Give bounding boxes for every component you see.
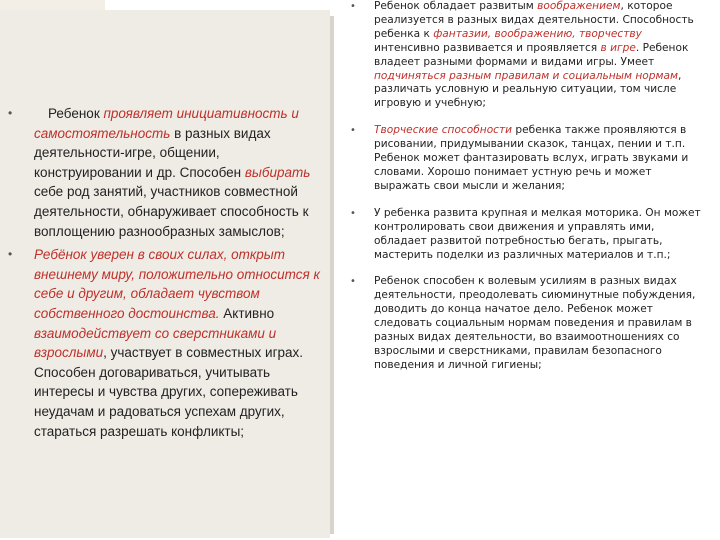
bullet-icon: • (350, 1, 356, 12)
bullet-icon: • (8, 247, 13, 262)
right-list-item (346, 275, 704, 372)
right-item-2-highlight-1: Творческие способности (374, 124, 513, 137)
right-item-1-text-5: , различать условную и реальную ситуации, том числе игровую и учебную; (374, 69, 682, 110)
right-item-1-text-3: интенсивно развивается и проявляется (374, 41, 601, 54)
right-item-1-text-4: . Ребенок владеет разными формами и видами игры. Умеет (374, 41, 689, 68)
right-item-1-text-2: , которое реализуется в разных видах деятельности. Способность ребенка к (374, 0, 694, 40)
bullet-icon: • (8, 106, 13, 120)
right-list-item (346, 207, 704, 263)
bullet-icon: • (350, 207, 356, 219)
right-item-3-text-1: У ребенка развита крупная и мелкая моторика. Он может контролировать свои движения и управлять ими, обладает развитой потребностью бегать, прыгать, мастерить поделки из различных материалов и т.п.; (374, 206, 701, 261)
left-item-2-highlight-2: взаимодействует со сверстниками и взрослыми (34, 325, 277, 361)
right-item-1-highlight-2: фантазии, воображению, творчеству (433, 27, 642, 40)
right-list-item (346, 124, 704, 194)
right-item-1-text-1: Ребенок обладает развитым (374, 0, 538, 12)
left-item-1-text-2: себе род занятий, участников совместной деятельности, обнаруживает способность к воплощению разнообразных замыслов; (34, 184, 309, 239)
right-item-4-text-1: Ребенок способен к волевым усилиям в разных видах деятельности, преодолевать сиюминутные побуждения, доводить до конца начатое дело. Ребенок может следовать социальным нормам поведения и правилам в разных видах деятельности, во взаимоотношениях со взрослыми и сверстниками, правилам безопасного поведения и личной гигиены; (374, 275, 696, 371)
left-list-item (8, 245, 326, 441)
right-item-1-highlight-4: подчиняться разным правилам и социальным нормам (374, 69, 678, 82)
left-item-1-text-1: в разных видах деятельности-игре, общении, конструировании и др. Способен (34, 125, 271, 180)
left-item-1-highlight-2: выбирать (244, 164, 311, 180)
left-item-1-lead: Ребенок (48, 106, 104, 121)
left-item-2-text-2: , участвует в совместных играх. Способен договариваться, учитывать интересы и чувства других, сопереживать неудачам и радоваться успехам других, стараться разрешать конфликты; (34, 345, 304, 439)
right-item-1-highlight-1: воображением (537, 0, 621, 12)
left-text-block (8, 104, 326, 445)
left-item-2-text-1: Активно (219, 305, 275, 321)
right-text-block (346, 0, 704, 386)
left-panel (0, 10, 330, 538)
left-item-2-highlight-1: Ребёнок уверен в своих силах, открыт внешнему миру, положительно относится к себе и другим, обладает чувством собственного достоинства. (34, 247, 320, 321)
left-item-1-highlight-1: проявляет инициативность и самостоятельность (34, 106, 299, 141)
right-item-1-highlight-3: в игре (600, 41, 636, 54)
right-panel (340, 0, 712, 540)
bullet-icon: • (350, 125, 356, 137)
bullet-icon: • (350, 276, 356, 288)
right-list-item (346, 0, 704, 111)
left-list-item (8, 104, 326, 241)
right-item-2-text-1: ребенка также проявляются в рисовании, придумывании сказок, танцах, пении и т.п. Ребенок может фантазировать вслух, играть звуками и словами. Хорошо понимает устную речь и может выражать свои мысли и желания; (374, 124, 689, 192)
